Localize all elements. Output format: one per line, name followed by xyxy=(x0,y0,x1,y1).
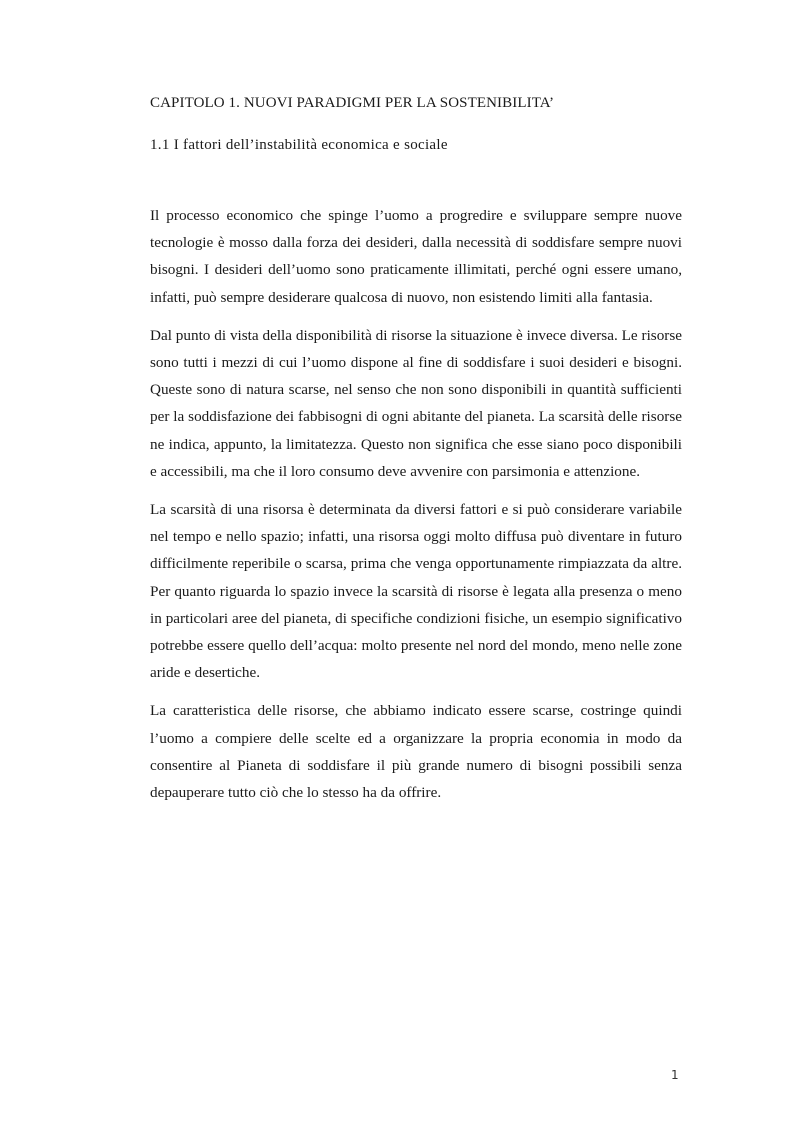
body-text xyxy=(150,202,682,806)
paragraph-2: Dal punto di vista della disponibilità di risorse la situazione è invece diversa. Le risorse sono tutti i mezzi di cui l’uomo dispone al fine di soddisfare i suoi desideri e bisogni. Queste sono di natura scarse, nel senso che non sono disponibili in quantità sufficienti per la soddisfazione dei fabbisogni di ogni abitante del pianeta. La scarsità delle risorse ne indica, appunto, la limitatezza. Questo non significa che esse siano poco disponibili e accessibili, ma che il loro consumo deve avvenire con parsimonia e attenzione. xyxy=(150,326,682,480)
paragraph-1: Il processo economico che spinge l’uomo a progredire e sviluppare sempre nuove tecnologie è mosso dalla forza dei desideri, dalla necessità di soddisfare sempre nuovi bisogni. I desideri dell’uomo sono praticamente illimitati, perché ogni essere umano, infatti, può sempre desiderare qualcosa di nuovo, non esistendo limiti alla fantasia. xyxy=(150,207,682,306)
paragraph-4: La caratteristica delle risorse, che abbiamo indicato essere scarse, costringe quindi l’uomo a compiere delle scelte ed a organizzare la propria economia in modo da consentire al Pianeta di soddisfare il più grande numero di bisogni possibili senza depauperare tutto ciò che lo stesso ha da offrire. xyxy=(150,702,682,802)
paragraph-3: La scarsità di una risorsa è determinata da diversi fattori e si può considerare variabile nel tempo e nello spazio; infatti, una risorsa oggi molto diffusa può diventare in futuro difficilmente reperibile o scarsa, prima che venga opportunamente rimpiazzata da altre. Per quanto riguarda lo spazio invece la scarsità di risorse è legata alla presenza o meno in particolari aree del pianeta, di specifiche condizioni fisiche, un esempio significativo potrebbe essere quello dell’acqua: molto presente nel nord del mondo, meno nelle zone aride e desertiche. xyxy=(150,501,682,682)
chapter-title: CAPITOLO 1. NUOVI PARADIGMI PER LA SOSTENIBILITA’ xyxy=(150,95,555,111)
page-number: 1 xyxy=(671,1068,679,1082)
document-page xyxy=(150,93,682,817)
section-title: 1.1 I fattori dell’instabilità economica e sociale xyxy=(150,137,448,153)
